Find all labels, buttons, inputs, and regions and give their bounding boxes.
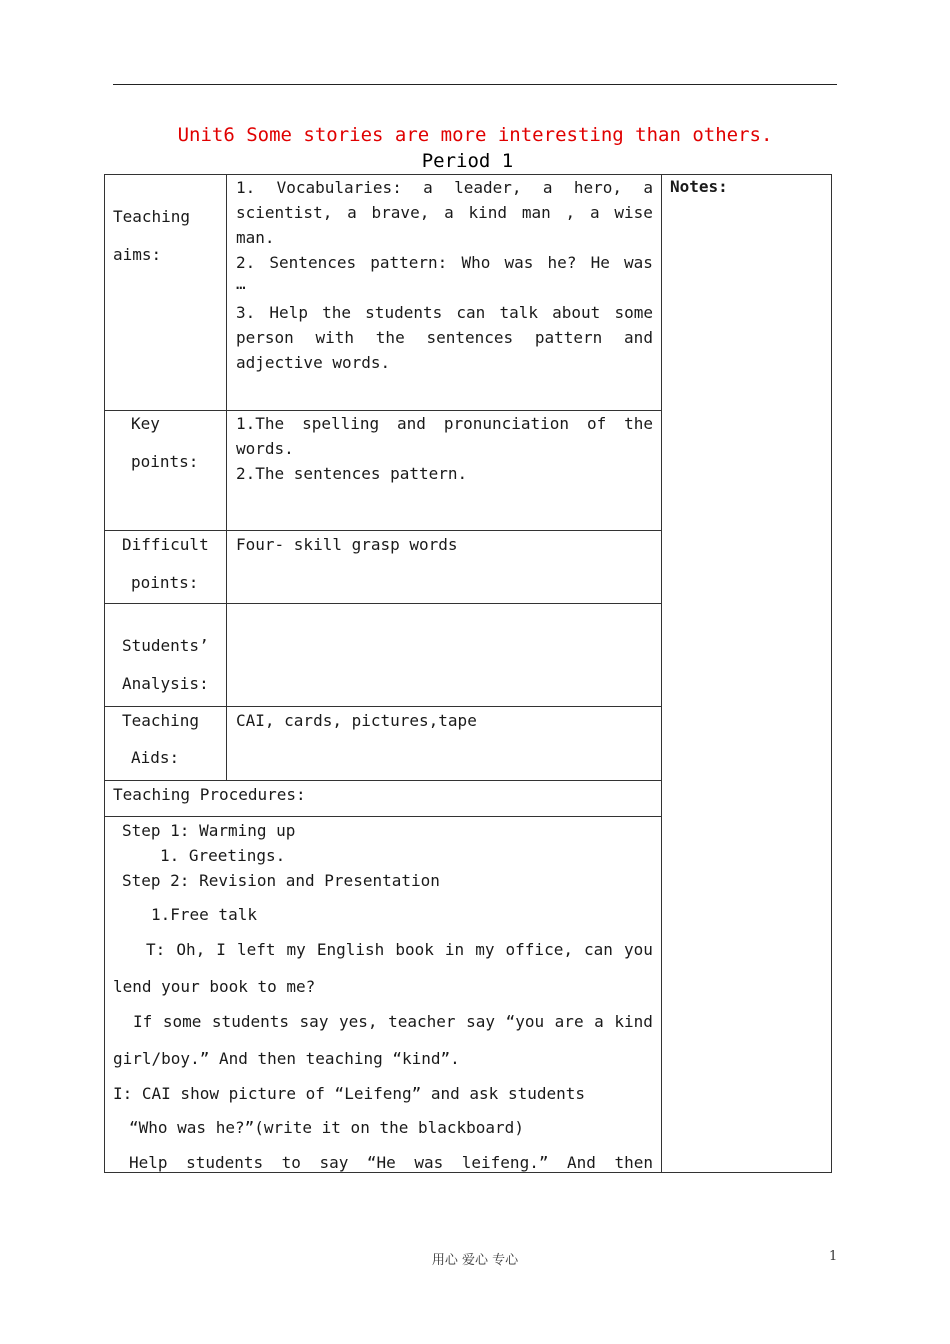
word: If	[133, 1012, 153, 1031]
word: “you	[505, 1012, 545, 1031]
word: Sentences	[269, 253, 357, 272]
word: and	[397, 414, 426, 433]
word: teacher	[388, 1012, 456, 1031]
word: pronunciation	[443, 414, 570, 433]
word: say	[319, 1153, 349, 1172]
row-divider	[104, 780, 661, 781]
word: the	[624, 414, 653, 433]
procedure-line: lend your book to me?	[113, 977, 316, 996]
word: was	[624, 253, 653, 272]
word: my	[286, 940, 306, 959]
word: book	[395, 940, 434, 959]
word: some	[162, 1012, 202, 1031]
word: Help	[269, 303, 308, 322]
word: say	[466, 1012, 496, 1031]
procedure-step: Step 1: Warming up	[122, 821, 296, 840]
word: can	[584, 940, 613, 959]
header-rule	[113, 84, 837, 85]
word: and	[624, 328, 653, 347]
word: 3.	[236, 303, 256, 322]
word: 2.	[236, 253, 256, 272]
word: a	[444, 203, 454, 222]
word: wise	[614, 203, 653, 222]
aims-line: …	[236, 274, 246, 293]
teaching-aids-label: Aids:	[131, 748, 180, 767]
word: was	[414, 1153, 444, 1172]
word: of	[586, 414, 607, 433]
aims-line	[236, 200, 653, 225]
word: with	[315, 328, 355, 347]
procedure-step: Step 2: Revision and Presentation	[122, 871, 440, 890]
procedure-line: I: CAI show picture of “Leifeng” and ask students	[113, 1084, 586, 1103]
notes-column-divider	[661, 174, 662, 1173]
row-divider	[104, 530, 661, 531]
word: brave,	[371, 203, 430, 222]
students-analysis-label: Students’	[122, 636, 209, 655]
word: Oh,	[176, 940, 206, 959]
label-column-divider	[226, 174, 227, 780]
teaching-aids-text: CAI, cards, pictures,tape	[236, 711, 477, 730]
word: man	[521, 203, 551, 222]
word: “He	[366, 1153, 396, 1172]
word: pattern	[534, 328, 603, 347]
word: spelling	[302, 414, 380, 433]
key-points-line	[236, 411, 653, 436]
word: students	[211, 1012, 289, 1031]
word: a	[542, 178, 553, 197]
word: about	[552, 303, 601, 322]
key-points-label: points:	[131, 452, 199, 471]
footer-text: 用心 爱心 专心	[431, 1253, 519, 1268]
word: leifeng.”	[461, 1153, 549, 1172]
word: ,	[565, 203, 576, 222]
word: yes,	[339, 1012, 378, 1031]
teaching-procedures-label: Teaching Procedures:	[113, 785, 306, 804]
word: talk	[499, 303, 538, 322]
word: English	[316, 940, 385, 959]
row-divider	[104, 816, 661, 817]
word: in	[444, 940, 465, 959]
teaching-aids-label: Teaching	[122, 711, 200, 730]
word: then	[614, 1153, 653, 1172]
procedure-line: girl/boy.” And then teaching “kind”.	[113, 1049, 460, 1068]
difficult-points-text: Four- skill grasp words	[236, 535, 458, 554]
word: 1.	[236, 178, 256, 197]
document-title: Unit6 Some stories are more interesting than others.	[177, 124, 773, 146]
period-heading: Period 1	[421, 150, 514, 172]
word: leader,	[454, 178, 522, 197]
difficult-points-label: points:	[131, 573, 199, 592]
word: a	[347, 203, 357, 222]
key-points-line: words.	[236, 439, 294, 458]
word: students	[365, 303, 443, 322]
word: left	[236, 940, 276, 959]
word: you	[623, 940, 653, 959]
row-divider	[104, 603, 661, 604]
aims-line	[236, 325, 653, 350]
students-analysis-label: Analysis:	[122, 674, 209, 693]
word: the	[322, 303, 352, 322]
word: Who	[461, 253, 491, 272]
teaching-aims-label: aims:	[113, 245, 162, 264]
word: are	[554, 1012, 584, 1031]
key-points-label: Key	[131, 414, 160, 433]
word: kind	[468, 203, 508, 222]
word: a	[589, 203, 600, 222]
key-points-line: 2.The sentences pattern.	[236, 464, 468, 483]
word: kind	[614, 1012, 653, 1031]
word: hero,	[573, 178, 623, 197]
word: sentences	[426, 328, 514, 347]
word: scientist,	[236, 203, 333, 222]
word: to	[281, 1153, 301, 1172]
notes-label: Notes:	[670, 177, 728, 196]
word: he?	[547, 253, 577, 272]
word: a	[423, 178, 433, 197]
aims-line: adjective words.	[236, 353, 391, 372]
word: the	[375, 328, 405, 347]
word: a	[643, 178, 653, 197]
word: a	[594, 1012, 604, 1031]
word: some	[614, 303, 653, 322]
word: And	[567, 1153, 596, 1172]
word: 1.The	[236, 414, 285, 433]
word: He	[590, 253, 610, 272]
word: can	[456, 303, 486, 322]
difficult-points-label: Difficult	[122, 535, 209, 554]
procedure-line: 1.Free talk	[151, 905, 257, 924]
procedure-line	[146, 937, 653, 962]
word: person	[236, 328, 294, 347]
word: was	[504, 253, 534, 272]
word: students	[186, 1153, 264, 1172]
word: Vocabularies:	[276, 178, 402, 197]
word: pattern:	[370, 253, 448, 272]
word: Help	[129, 1153, 168, 1172]
row-divider	[104, 706, 661, 707]
aims-line	[236, 250, 653, 275]
procedure-line	[133, 1009, 653, 1034]
word: I	[216, 940, 226, 959]
word: say	[299, 1012, 329, 1031]
aims-line	[236, 175, 653, 200]
aims-line	[236, 300, 653, 325]
procedure-line	[129, 1150, 653, 1175]
procedure-line: “Who was he?”(write it on the blackboard)	[129, 1118, 524, 1137]
teaching-aims-label: Teaching	[113, 207, 191, 226]
word: T:	[146, 940, 166, 959]
aims-line: man.	[236, 228, 275, 247]
procedure-line: 1. Greetings.	[160, 846, 286, 865]
word: office,	[505, 940, 573, 959]
page-number: 1	[829, 1249, 838, 1264]
word: my	[475, 940, 495, 959]
